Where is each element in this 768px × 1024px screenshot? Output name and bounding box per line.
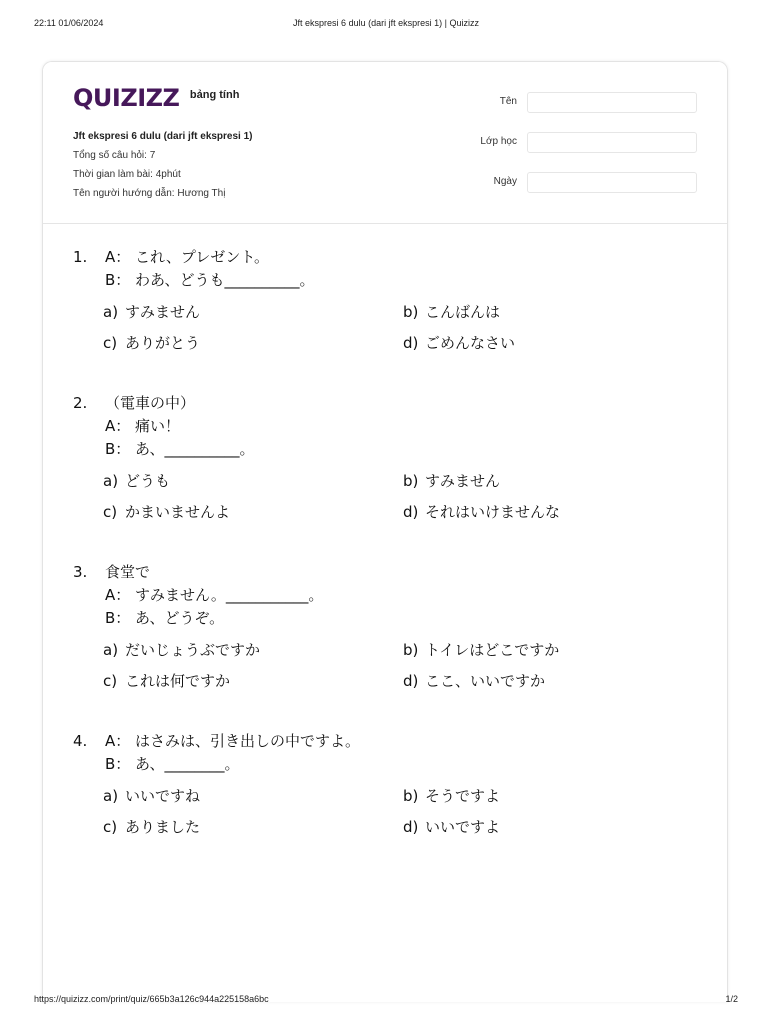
answer-option[interactable] xyxy=(403,471,500,491)
print-page-number: 1/2 xyxy=(725,994,738,1004)
date-field[interactable] xyxy=(527,172,697,193)
answer-option[interactable] xyxy=(103,640,260,660)
option-text: それはいけませんな xyxy=(425,503,561,521)
option-text: いいですよ xyxy=(425,818,501,836)
question-line xyxy=(73,438,703,461)
quiz-title: Jft ekspresi 6 dulu (dari jft ekspresi 1) xyxy=(73,131,253,142)
question-line xyxy=(73,246,703,269)
question-line xyxy=(73,607,703,630)
question-text: A： 痛い！ xyxy=(105,417,181,435)
question-2 xyxy=(73,392,703,533)
answer-option[interactable] xyxy=(403,671,545,691)
question-text: A： すみません。___________。 xyxy=(105,586,324,604)
class-field[interactable] xyxy=(527,132,697,153)
option-text: どうも xyxy=(125,472,171,490)
option-letter: b) xyxy=(403,303,419,321)
print-page-title: Jft ekspresi 6 dulu (dari jft ekspresi 1) | Quizizz xyxy=(293,18,479,28)
question-count: Tổng số câu hỏi: 7 xyxy=(73,150,156,161)
option-text: すみません xyxy=(125,303,201,321)
name-field-group xyxy=(447,92,697,114)
print-footer xyxy=(34,994,738,1008)
question-line xyxy=(73,392,703,415)
question-3 xyxy=(73,561,703,702)
question-number: 2. xyxy=(73,394,88,412)
question-text: B： あ、どうぞ。 xyxy=(105,609,225,627)
option-text: だいじょうぶですか xyxy=(125,641,261,659)
option-letter: d) xyxy=(403,672,419,690)
option-text: ありがとう xyxy=(125,334,201,352)
option-letter: b) xyxy=(403,641,419,659)
answer-option[interactable] xyxy=(403,640,559,660)
date-field-group xyxy=(447,172,697,194)
option-letter: c) xyxy=(103,503,118,521)
brand xyxy=(73,84,239,114)
question-line xyxy=(73,561,703,584)
question-number: 1. xyxy=(73,248,88,266)
option-text: ここ、いいですか xyxy=(425,672,546,690)
question-line xyxy=(73,730,703,753)
answer-option[interactable] xyxy=(403,786,500,806)
option-letter: b) xyxy=(403,787,419,805)
question-line xyxy=(73,269,703,292)
question-line xyxy=(73,584,703,607)
worksheet-header xyxy=(43,62,727,224)
answer-option[interactable] xyxy=(103,817,200,837)
option-letter: c) xyxy=(103,818,118,836)
option-letter: a) xyxy=(103,472,119,490)
option-text: ごめんなさい xyxy=(425,334,516,352)
answer-option[interactable] xyxy=(103,333,200,353)
answer-option[interactable] xyxy=(403,502,560,522)
date-label: Ngày xyxy=(493,176,517,187)
option-letter: c) xyxy=(103,672,118,690)
answer-option[interactable] xyxy=(403,817,500,837)
question-text: 食堂で xyxy=(105,563,151,581)
answer-option[interactable] xyxy=(403,302,500,322)
option-letter: a) xyxy=(103,303,119,321)
option-letter: a) xyxy=(103,641,119,659)
option-letter: d) xyxy=(403,503,419,521)
print-header xyxy=(34,18,738,32)
question-number: 4. xyxy=(73,732,88,750)
option-text: こんばんは xyxy=(425,303,501,321)
instructor: Tên người hướng dẫn: Hương Thị xyxy=(73,188,226,199)
question-text: B： あ、__________。 xyxy=(105,440,255,458)
question-list xyxy=(73,246,703,876)
question-line xyxy=(73,415,703,438)
class-label: Lớp học xyxy=(480,136,517,147)
option-text: すみません xyxy=(425,472,501,490)
print-url: https://quizizz.com/print/quiz/665b3a126c944a225158a6bc xyxy=(34,994,269,1004)
logo-subtitle: bảng tính xyxy=(189,89,240,101)
option-text: そうですよ xyxy=(425,787,501,805)
question-4 xyxy=(73,730,703,848)
option-text: ありました xyxy=(125,818,201,836)
option-text: トイレはどこですか xyxy=(425,641,560,659)
question-1 xyxy=(73,246,703,364)
option-letter: b) xyxy=(403,472,419,490)
question-text: A： はさみは、引き出しの中ですよ。 xyxy=(105,732,361,750)
answer-options xyxy=(73,786,703,848)
option-letter: d) xyxy=(403,334,419,352)
option-text: かまいませんよ xyxy=(125,503,231,521)
answer-options xyxy=(73,471,703,533)
question-text: A： これ、プレゼント。 xyxy=(105,248,269,266)
answer-option[interactable] xyxy=(103,671,230,691)
answer-options xyxy=(73,640,703,702)
answer-option[interactable] xyxy=(103,786,200,806)
option-text: いいですね xyxy=(125,787,201,805)
class-field-group xyxy=(447,132,697,154)
answer-option[interactable] xyxy=(103,502,230,522)
question-text: （電車の中） xyxy=(105,394,196,412)
option-text: これは何ですか xyxy=(125,672,231,690)
answer-option[interactable] xyxy=(103,471,170,491)
name-field[interactable] xyxy=(527,92,697,113)
quiz-meta xyxy=(73,127,253,203)
option-letter: d) xyxy=(403,818,419,836)
option-letter: c) xyxy=(103,334,118,352)
quizizz-logo: QUIZIZZ xyxy=(73,84,180,112)
option-letter: a) xyxy=(103,787,119,805)
answer-options xyxy=(73,302,703,364)
question-text: B： あ、________。 xyxy=(105,755,240,773)
duration: Thời gian làm bài: 4phút xyxy=(73,169,181,180)
question-number: 3. xyxy=(73,563,88,581)
name-label: Tên xyxy=(499,96,517,107)
answer-option[interactable] xyxy=(103,302,200,322)
question-line xyxy=(73,753,703,776)
question-text: B： わあ、どうも__________。 xyxy=(105,271,315,289)
worksheet xyxy=(42,61,728,1002)
answer-option[interactable] xyxy=(403,333,515,353)
print-datetime: 22:11 01/06/2024 xyxy=(34,18,104,28)
